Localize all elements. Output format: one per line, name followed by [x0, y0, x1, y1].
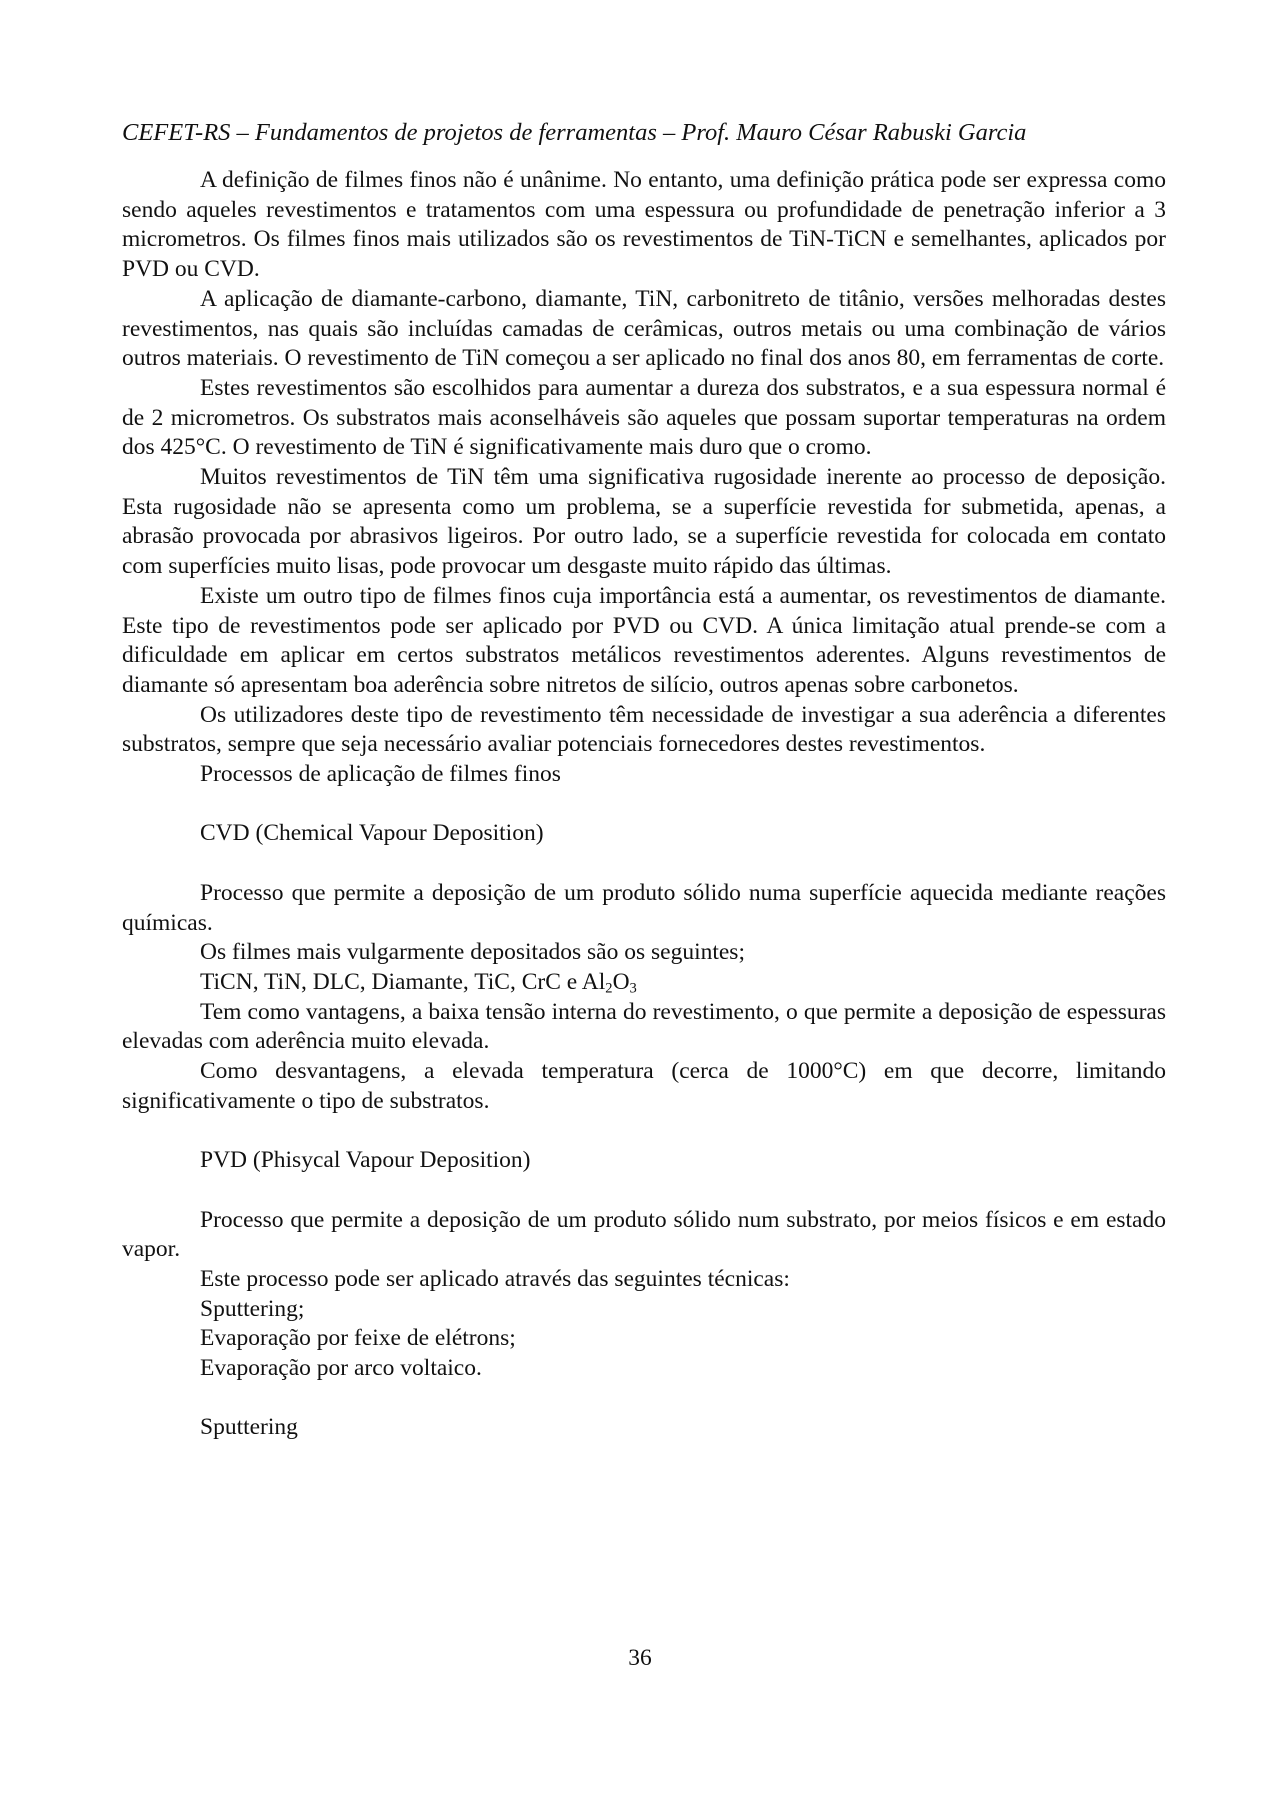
cvd-advantages: Tem como vantagens, a baixa tensão interna do revestimento, o que permite a deposição de espessuras elevadas com aderência muito elevada. — [122, 998, 1166, 1055]
pvd-technique-item: Evaporação por feixe de elétrons; — [200, 1325, 516, 1352]
spacer — [122, 1176, 1166, 1206]
cvd-films-list — [122, 968, 1166, 998]
spacer — [122, 1384, 1166, 1414]
pvd-heading: PVD (Phisycal Vapour Deposition) — [200, 1147, 531, 1174]
subscript-3: 3 — [629, 980, 637, 997]
sputtering-heading: Sputtering — [200, 1414, 298, 1441]
paragraph-thin-films-definition: A definição de filmes finos não é unânime. No entanto, uma definição prática pode ser expressa como sendo aqueles revestimentos e tratamentos com uma espessura ou profundidade de penetração inferior a 3 micrometros. Os filmes finos mais utilizados são os revestimentos de TiN-TiCN e semelhantes, aplicados por PVD ou CVD. — [122, 167, 1166, 283]
cvd-films-list-text: TiCN, TiN, DLC, Diamante, TiC, CrC e Al — [200, 968, 606, 995]
running-header: CEFET-RS – Fundamentos de projetos de ferramentas – Prof. Mauro César Rabuski Garcia — [122, 119, 1027, 146]
page-number: 36 — [628, 1645, 652, 1671]
document-page — [122, 118, 1166, 1443]
cvd-films-list-oxygen: O — [612, 968, 630, 995]
paragraph-coating-thickness: Estes revestimentos são escolhidos para aumentar a dureza dos substratos, e a sua espessura normal é de 2 micrometros. Os substratos mais aconselháveis são aqueles que possam suportar temperaturas na ordem dos 425°C. O revestimento de TiN é significativamente mais duro que o cromo. — [122, 374, 1166, 461]
paragraph-coatings-application: A aplicação de diamante-carbono, diamante, TiN, carbonitreto de titânio, versões melhoradas destes revestimentos, nas quais são incluídas camadas de cerâmicas, outros metais ou uma combinação de vários outros materiais. O revestimento de TiN começou a ser aplicado no final dos anos 80, em ferramentas de corte. — [122, 285, 1166, 372]
paragraph-tin-roughness: Muitos revestimentos de TiN têm uma significativa rugosidade inerente ao processo de deposição. Esta rugosidade não se apresenta como um problema, se a superfície revestida for submetida, apenas, a abrasão provocada por abrasivos ligeiros. Por outro lado, se a superfície revestida for colocada em contato com superfícies muito lisas, pode provocar um desgaste muito rápido das últimas. — [122, 464, 1166, 580]
document-body — [122, 166, 1166, 1443]
paragraph-users-adherence: Os utilizadores deste tipo de revestimento têm necessidade de investigar a sua aderência a diferentes substratos, sempre que seja necessário avaliar potenciais fornecedores destes revestimentos. — [122, 701, 1166, 758]
section-title: Processos de aplicação de filmes finos — [200, 761, 561, 788]
cvd-films-intro: Os filmes mais vulgarmente depositados são os seguintes; — [200, 939, 745, 966]
pvd-techniques-intro: Este processo pode ser aplicado através das seguintes técnicas: — [200, 1265, 790, 1292]
pvd-technique-item: Evaporação por arco voltaico. — [200, 1355, 482, 1382]
subscript-2: 2 — [605, 980, 613, 997]
paragraph-diamond-coatings: Existe um outro tipo de filmes finos cuja importância está a aumentar, os revestimentos de diamante. Este tipo de revestimentos pode ser aplicado por PVD ou CVD. A única limitação atual prende-se com a dificuldade em aplicar em certos substratos metálicos revestimentos aderentes. Alguns revestimentos de diamante só apresentam boa aderência sobre nitretos de silício, outros apenas sobre carbonetos. — [122, 582, 1166, 698]
pvd-description: Processo que permite a deposição de um produto sólido num substrato, por meios físicos e em estado vapor. — [122, 1206, 1166, 1263]
spacer — [122, 790, 1166, 820]
spacer — [122, 849, 1166, 879]
cvd-disadvantages: Como desvantagens, a elevada temperatura (cerca de 1000°C) em que decorre, limitando significativamente o tipo de substratos. — [122, 1058, 1166, 1114]
pvd-technique-item: Sputtering; — [200, 1295, 305, 1322]
cvd-heading: CVD (Chemical Vapour Deposition) — [200, 820, 544, 847]
spacer — [122, 1116, 1166, 1146]
cvd-description: Processo que permite a deposição de um produto sólido numa superfície aquecida mediante reações químicas. — [122, 879, 1166, 936]
